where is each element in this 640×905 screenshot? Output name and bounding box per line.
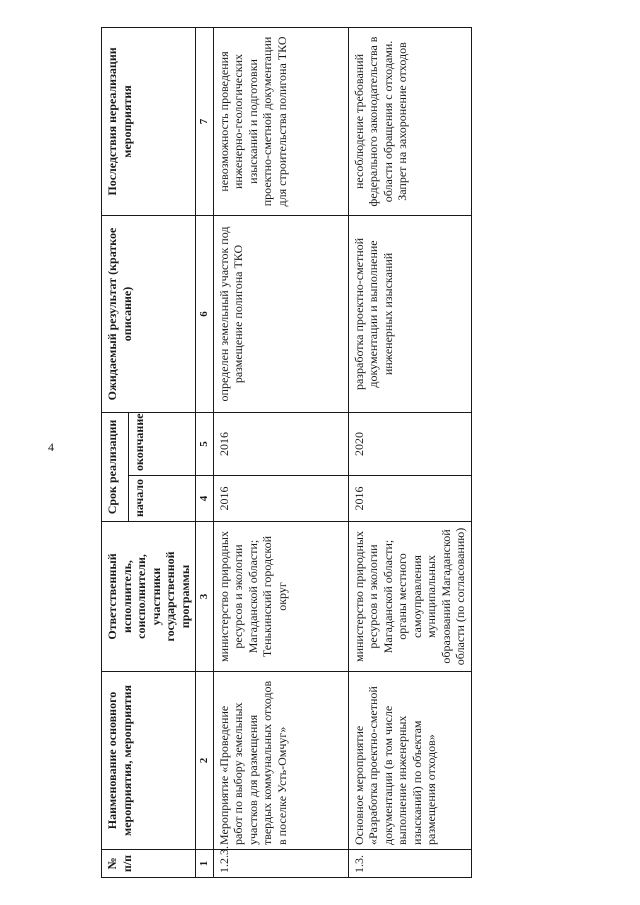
row-num: 1.2.3. — [213, 850, 348, 878]
row-result: разработка проектно-сметной документации и выполнение инженерных изысканий — [348, 215, 471, 412]
column-number: 5 — [196, 412, 214, 475]
rotated-table-frame — [101, 28, 467, 878]
header-responsible: Ответственный исполнитель, соисполнители, участники государственной программы — [102, 522, 196, 672]
column-number: 6 — [196, 215, 214, 412]
table-row — [348, 27, 471, 877]
row-result: определен земельный участок под размещение полигона ТКО — [213, 215, 348, 412]
row-start: 2016 — [213, 476, 348, 522]
row-name: Основное мероприятие «Разработка проектно-сметной документации (в том числе выполнение инженерных изысканий) по объектам размещения отходов» — [348, 672, 471, 850]
header-end: окончание — [129, 412, 196, 475]
row-end: 2016 — [213, 412, 348, 475]
row-end: 2020 — [348, 412, 471, 475]
page-number: 4 — [48, 440, 54, 454]
row-num: 1.3. — [348, 850, 471, 878]
header-start: начало — [129, 476, 196, 522]
column-number: 7 — [196, 27, 214, 215]
header-num: № п/п — [102, 850, 196, 878]
measures-table — [101, 27, 472, 878]
header-result: Ожидаемый результат (краткое описание) — [102, 215, 196, 412]
header-name: Наименование основного мероприятия, мероприятия — [102, 672, 196, 850]
row-start: 2016 — [348, 476, 471, 522]
column-number: 3 — [196, 522, 214, 672]
table-row — [213, 27, 348, 877]
header-consequences: Последствия нереализации мероприятия — [102, 27, 196, 215]
column-number: 1 — [196, 850, 214, 878]
row-consequences: несоблюдение требований федерального законодательства в области обращения с отходами. Запрет на захоронение отходов — [348, 27, 471, 215]
header-term: Срок реализации — [102, 412, 129, 521]
row-responsible: министерство природных ресурсов и экологии Магаданской области; Тенькинский городской округ — [213, 522, 348, 672]
row-consequences: невозможность проведения инженерно-геологических изысканий и подготовки проектно-сметной документации для строительства полигона ТКО — [213, 27, 348, 215]
row-responsible: министерство природных ресурсов и экологии Магаданской области; органы местного самоуправления муниципальных образований Магаданской области (по согласованию) — [348, 522, 471, 672]
row-name: Мероприятие «Проведение работ по выбору земельных участков для размещения твердых коммунальных отходов в поселке Усть-Омчуг» — [213, 672, 348, 850]
column-number: 2 — [196, 672, 214, 850]
column-number: 4 — [196, 476, 214, 522]
header-row — [102, 27, 129, 877]
column-numbers-row — [196, 27, 214, 877]
